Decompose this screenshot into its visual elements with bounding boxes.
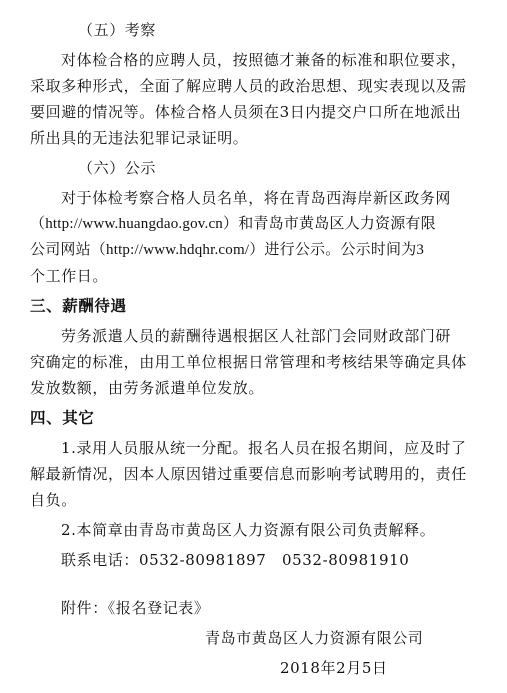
publicity-para-line-4: 个工作日。 [30, 267, 109, 285]
contact-phone: 联系电话：0532-80981897 0532-80981910 [61, 551, 410, 569]
inspection-para-line-3: 要回避的情况等。体检合格人员须在3日内提交户口所在地派出 [30, 103, 462, 121]
inspection-para-line-2: 采取多种形式，全面了解应聘人员的政治思想、现实表现以及需 [30, 77, 467, 95]
heading-publicity: （六）公示 [78, 159, 157, 177]
salary-para-line-1: 劳务派遣人员的薪酬待遇根据区人社部门会同财政部门研 [61, 327, 452, 345]
heading-inspection: （五）考察 [78, 21, 157, 39]
other-item1-line-1: 1.录用人员服从统一分配。报名人员在报名期间，应及时了 [61, 439, 467, 457]
heading-other: 四、其它 [30, 409, 95, 427]
salary-para-line-2: 究确定的标准，由用工单位根据日常管理和考核结果等确定具体 [30, 353, 467, 371]
publicity-para-line-2: （http://www.huangdao.gov.cn）和青岛市黄岛区人力资源有限 [30, 216, 436, 232]
other-item1-line-3: 自负。 [30, 491, 77, 509]
signature-date: 2018年2月5日 [280, 659, 388, 677]
attachment-note: 附件：《报名登记表》 [61, 599, 210, 617]
signature-org: 青岛市黄岛区人力资源有限公司 [205, 629, 424, 647]
inspection-para-line-4: 所出具的无违法犯罪记录证明。 [30, 129, 249, 147]
other-item2: 2.本简章由青岛市黄岛区人力资源有限公司负责解释。 [61, 521, 436, 539]
salary-para-line-3: 发放数额，由劳务派遣单位发放。 [30, 379, 265, 397]
publicity-para-line-1: 对于体检考察合格人员名单，将在青岛西海岸新区政务网 [61, 189, 452, 207]
heading-salary: 三、薪酬待遇 [30, 297, 127, 315]
other-item1-line-2: 解最新情况，因本人原因错过重要信息而影响考试聘用的，责任 [30, 465, 467, 483]
inspection-para-line-1: 对体检合格的应聘人员，按照德才兼备的标准和职位要求， [61, 51, 467, 69]
publicity-para-line-3: 公司网站（http://www.hdqhr.com/）进行公示。公示时间为3 [30, 242, 425, 258]
